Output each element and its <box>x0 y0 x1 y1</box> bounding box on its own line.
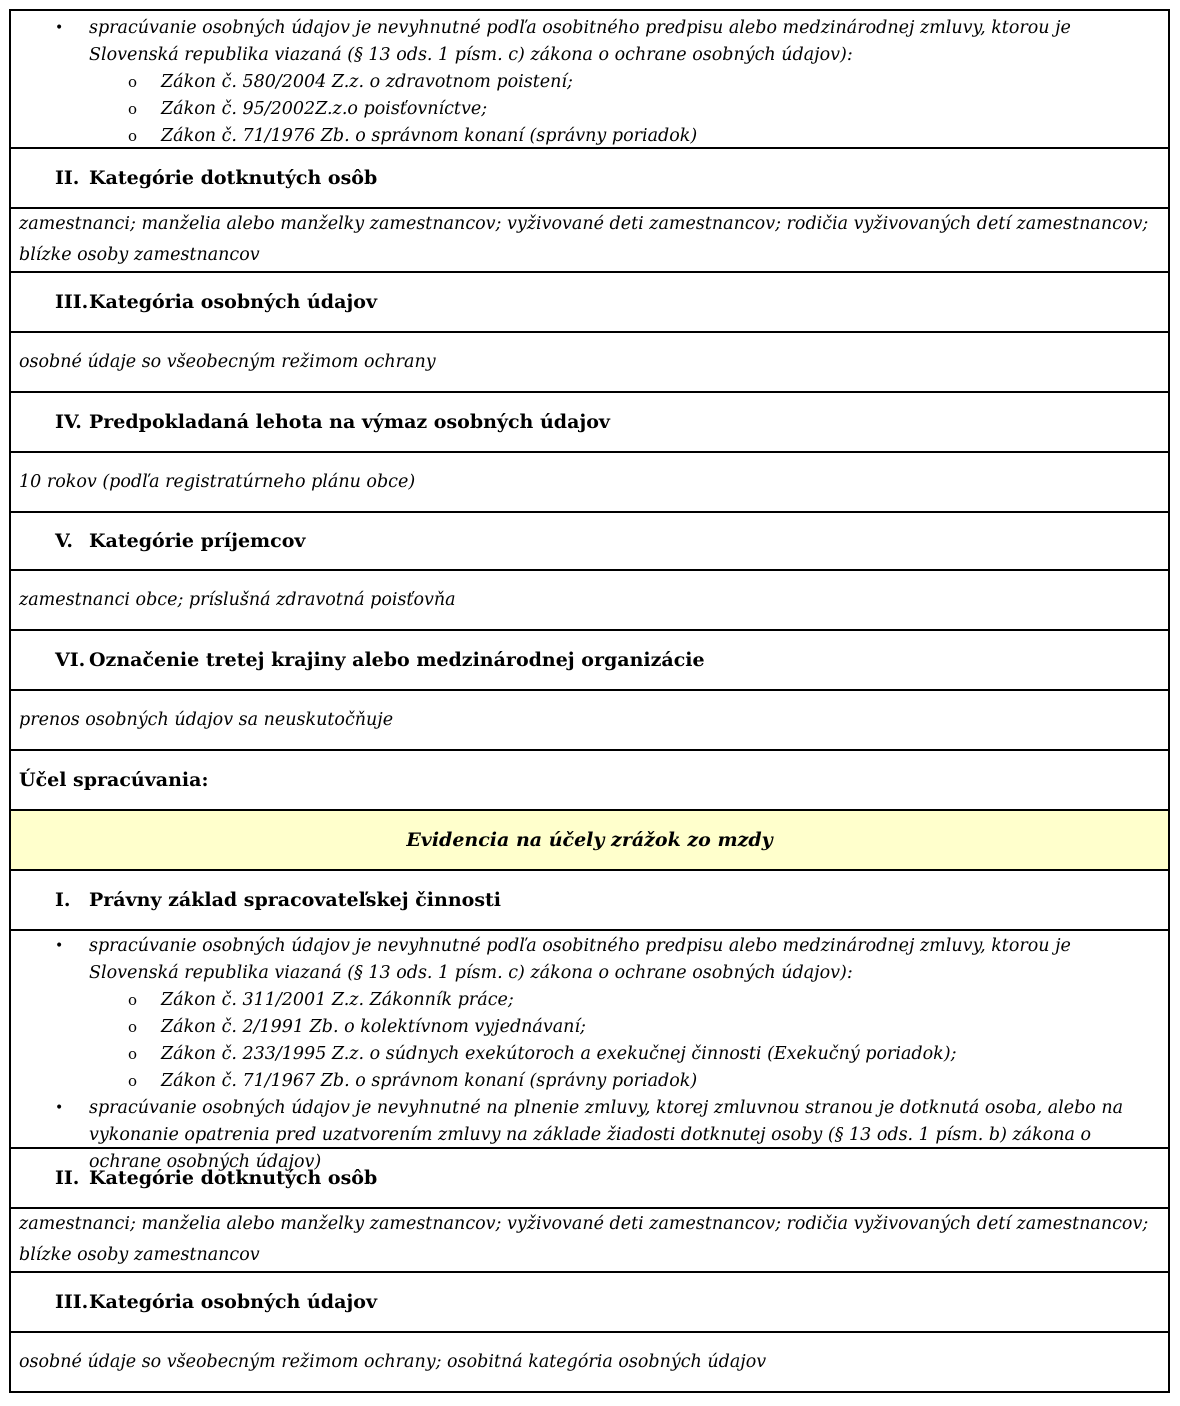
bullet-marker: • <box>55 1100 64 1116</box>
section-heading: I. Právny základ spracovateľskej činnosti <box>11 871 1168 931</box>
bullet-marker: • <box>55 938 64 954</box>
legal-basis-bullet: • spracúvanie osobných údajov je nevyhnutné podľa osobitného predpisu alebo medzinárodnej zmluvy, ktorou je Slovenská republika viazaná (§ 13 ods. 1 písm. c) zákona o ochrane osobných údajov): <box>11 933 1168 987</box>
data-subjects-text: zamestnanci; manželia alebo manželky zamestnancov; vyživované deti zamestnancov; rodičia vyživovaných detí zamestnancov; blízke osoby zamestnancov <box>11 1209 1168 1273</box>
data-category-text: osobné údaje so všeobecným režimom ochrany <box>11 333 1168 393</box>
section-heading: III. Kategória osobných údajov <box>11 1273 1168 1333</box>
third-country-text: prenos osobných údajov sa neuskutočňuje <box>11 691 1168 751</box>
purpose-label: Účel spracúvania: <box>11 751 1168 811</box>
law-item: o Zákon č. 2/1991 Zb. o kolektívnom vyjednávaní; <box>128 1017 586 1037</box>
bullet-marker: • <box>55 20 64 36</box>
legal-basis-bullet: • spracúvanie osobných údajov je nevyhnutné na plnenie zmluvy, ktorej zmluvnou stranou je dotknutá osoba, alebo na vykonanie opatrenia pred uzatvorením zmluvy na základe žiadosti dotknutej osoby (§ 13 ods. 1 písm. b) zákona o ochrane osobných údajov) <box>11 1095 1168 1176</box>
section-heading: VI. Označenie tretej krajiny alebo medzinárodnej organizácie <box>11 631 1168 691</box>
recipients-text: zamestnanci obce; príslušná zdravotná poisťovňa <box>11 571 1168 631</box>
section-heading: V. Kategórie príjemcov <box>11 513 1168 571</box>
law-item: o Zákon č. 233/1995 Z.z. o súdnych exekútoroch a exekučnej činnosti (Exekučný poriadok); <box>128 1044 957 1064</box>
section-heading: II. Kategórie dotknutých osôb <box>11 149 1168 209</box>
section-heading: III. Kategória osobných údajov <box>11 273 1168 333</box>
purpose-title: Evidencia na účely zrážok zo mzdy <box>11 811 1168 871</box>
data-category-text: osobné údaje so všeobecným režimom ochrany; osobitná kategória osobných údajov <box>19 1351 767 1372</box>
document-table <box>9 9 1170 1393</box>
data-subjects-text: zamestnanci; manželia alebo manželky zamestnancov; vyživované deti zamestnancov; rodičia vyživovaných detí zamestnancov; blízke osoby zamestnancov <box>11 209 1168 273</box>
law-item: o Zákon č. 311/2001 Z.z. Zákonník práce; <box>128 990 514 1010</box>
law-item: o Zákon č. 71/1967 Zb. o správnom konaní (správny poriadok) <box>128 1071 698 1091</box>
law-item: o Zákon č. 95/2002Z.z.o poisťovníctve; <box>128 99 488 119</box>
legal-basis-bullet: • spracúvanie osobných údajov je nevyhnutné podľa osobitného predpisu alebo medzinárodnej zmluvy, ktorou je Slovenská republika viazaná (§ 13 ods. 1 písm. c) zákona o ochrane osobných údajov): <box>11 15 1168 69</box>
legal-basis-content <box>11 11 1168 149</box>
retention-text: 10 rokov (podľa registratúrneho plánu obce) <box>11 453 1168 513</box>
legal-basis-content <box>11 931 1168 1172</box>
law-item: o Zákon č. 71/1976 Zb. o správnom konaní (správny poriadok) <box>128 126 698 146</box>
section-heading: II. Kategórie dotknutých osôb <box>11 1149 1168 1209</box>
section-heading: IV. Predpokladaná lehota na výmaz osobných údajov <box>11 393 1168 453</box>
law-item: o Zákon č. 580/2004 Z.z. o zdravotnom poistení; <box>128 72 573 92</box>
